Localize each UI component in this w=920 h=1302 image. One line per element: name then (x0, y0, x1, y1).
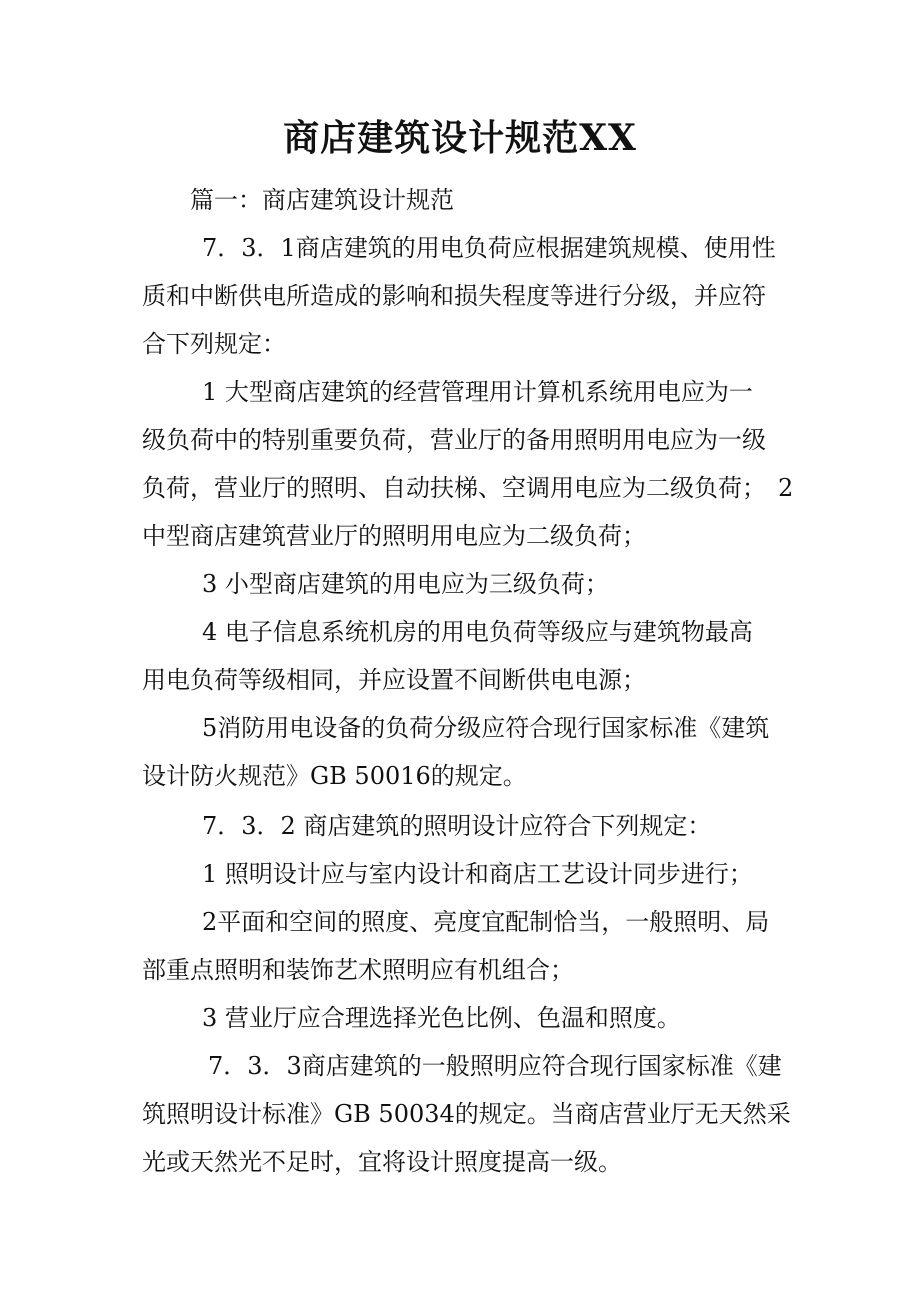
paragraph-line: 中型商店建筑营业厅的照明用电应为二级负荷； (142, 522, 646, 550)
paragraph-line: 设计防火规范》GB 50016的规定。 (142, 762, 527, 790)
paragraph-line: 7．3．2 商店建筑的照明设计应符合下列规定： (202, 812, 712, 840)
paragraph-line: 部重点照明和装饰艺术照明应有机组合； (142, 956, 574, 984)
paragraph (142, 898, 782, 994)
paragraph-line: 篇一：商店建筑设计规范 (190, 186, 454, 214)
paragraph (142, 802, 782, 850)
paragraph-line: 质和中断供电所造成的影响和损失程度等进行分级，并应符 (142, 282, 766, 310)
paragraph-line: 3 营业厅应合理选择光色比例、色温和照度。 (202, 1004, 681, 1032)
paragraph (142, 368, 794, 560)
paragraph-line: 1 大型商店建筑的经营管理用计算机系统用电应为一 (202, 378, 753, 406)
paragraph (142, 224, 782, 368)
paragraph-line: 3 小型商店建筑的用电应为三级负荷； (202, 570, 609, 598)
paragraph (142, 176, 830, 224)
paragraph-line: 2平面和空间的照度、亮度宜配制恰当，一般照明、局 (202, 908, 770, 936)
paragraph (142, 704, 782, 800)
paragraph-line: 7．3．1商店建筑的用电负荷应根据建筑规模、使用性 (202, 234, 776, 262)
paragraph-line: 5消防用电设备的负荷分级应符合现行国家标准《建筑 (202, 714, 770, 742)
paragraph-line: 筑照明设计标准》GB 50034的规定。当商店营业厅无天然采 (142, 1100, 791, 1128)
paragraph-line: 1 照明设计应与室内设计和商店工艺设计同步进行； (202, 860, 753, 888)
paragraph (142, 850, 782, 898)
paragraph (142, 608, 782, 704)
paragraph-line: 用电负荷等级相同，并应设置不间断供电电源； (142, 666, 646, 694)
paragraph (142, 1042, 791, 1186)
paragraph-line: 负荷，营业厅的照明、自动扶梯、空调用电应为二级负荷； 2 (142, 474, 794, 502)
paragraph (142, 994, 782, 1042)
paragraph-line: 7．3．3商店建筑的一般照明应符合现行国家标准《建 (208, 1052, 782, 1080)
paragraph-line: 4 电子信息系统机房的用电负荷等级应与建筑物最高 (202, 618, 753, 646)
paragraph-line: 光或天然光不足时，宜将设计照度提高一级。 (142, 1148, 622, 1176)
document-title: 商店建筑设计规范XX (283, 117, 637, 159)
paragraph-line: 合下列规定： (142, 330, 286, 358)
paragraph-line: 级负荷中的特别重要负荷，营业厅的备用照明用电应为一级 (142, 426, 766, 454)
paragraph (142, 560, 782, 608)
